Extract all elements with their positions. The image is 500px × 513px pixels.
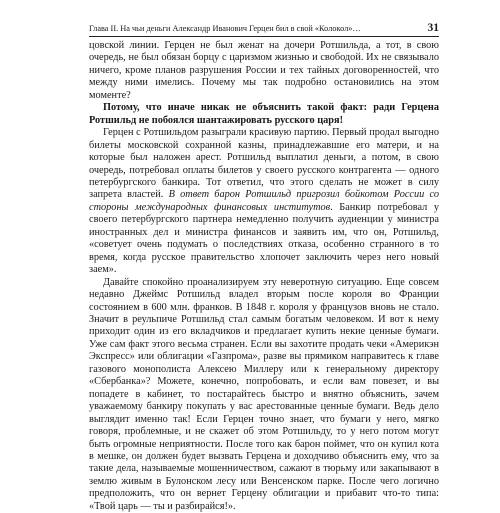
page-number: 31 bbox=[427, 22, 439, 34]
paragraph-text: . Банкир потребовал у своего петербургского партнера немедленно получить аудиенции у министра иностранных дел и министра финансов и заявить им, что он, Ротшильд, «советует очень подумать о последствиях отказа, особенно странного в то время, когда русское правительство хлопочет заключить через него новый заем». bbox=[89, 201, 439, 276]
emphasized-text: В ответ барон Ротшильд пригрозил бойкотом России со стороны международных финансовых институтов bbox=[89, 189, 439, 213]
paragraph: цовской линии. Герцен не был женат на дочери Ротшильда, а тот, в свою очередь, не был обязан борцу с царизмом жизнью и свободой. Их не связывало ничего, кроме планов разрушения России и тех тайных договоренностей, что между ними имелись. Почему мы так подробно остановились на этом моменте? bbox=[89, 40, 439, 101]
paragraph-text: Герцен с Ротшильдом разыграли красивую партию. Первый продал выгодно билеты московской сохранной казны, принадлежавшие его матери, и на которые был наложен арест. Ротшильд выплатил деньги, а потом, в свою очередь, потребовал оплаты билетов у своего русского контрагента — одного петербургского банкира. Тот ответил, что этого сделать не может в силу запрета властей. bbox=[89, 127, 439, 201]
body-text bbox=[89, 40, 439, 513]
section-heading: Потому, что иначе никак не объяснить такой факт: ради Герцена Ротшильд не побоялся шантажировать русского царя! bbox=[89, 102, 439, 126]
chapter-title: Глава II. На чьи деньги Александр Иванович Герцен бил в свой «Колокол»… bbox=[89, 24, 361, 33]
header-rule bbox=[89, 36, 439, 37]
paragraph bbox=[89, 127, 439, 276]
paragraph: Давайте спокойно проанализируем эту неверотную ситуацию. Еще совсем недавно Джеймс Ротшильд владел вторым после короля во Франции состоянием в 600 млн. франков. В 1848 г. короля у французов вновь не стало. Значит в реульпиче Ротшильд стал самым богатым человеком. И вот к нему приходит один из его вкладчиков и предлагает купить некие ценные бумаги. Уже сам факт этого весьма странен. Если вы захотите продать чеки «Америкэн Экспресс» или облигации «Газпрома», разве вы прямиком направитесь к главе газового монополиста Алексею Миллеру или к генеральному директору «Сбербанка»? Можете, конечно, попробовать, и если вам повезет, и вы попадете в кабинет, то постарайтесь быстро и внятно объяснить, зачем уважаемому банкиру покупать у вас арестованные ценные бумаги. Ведь дело выглядит именно так! Если Герцен точно знает, что бумаги у него, мягко говоря, проблемные, и не скажет об этом Ротшильду, то у него потом могут быть огромные неприятности. После того как барон поймет, что он купил кота в мешке, он должен будет вызвать Герцена и доходчиво объяснить ему, что за такие дела, называемые мошенничеством, сажают в тюрьму или закапывают в землю живым в Булонском лесу или Венсенском парке. После чего логично предположить, что он вернет Герцену облигации и прибавит что-то типа: «Твой царь — ты и разбирайся!». bbox=[89, 276, 439, 512]
running-header bbox=[89, 22, 439, 35]
